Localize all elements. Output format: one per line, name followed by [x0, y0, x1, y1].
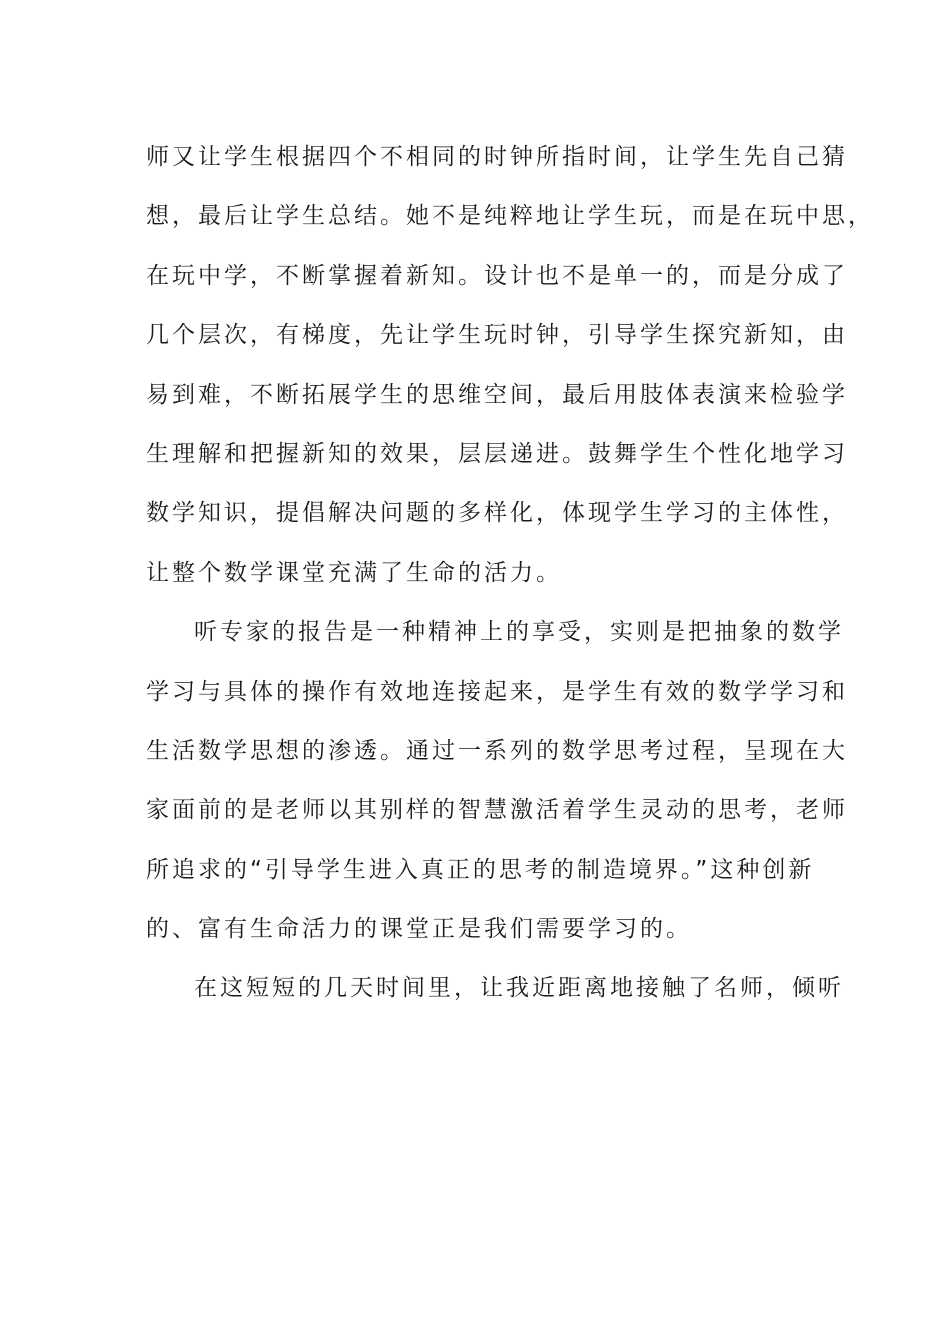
text-line: 师又让学生根据四个不相同的时钟所指时间，让学生先自己猜	[146, 144, 848, 170]
text-line: 在玩中学，不断掌握着新知。设计也不是单一的，而是分成了	[146, 262, 848, 289]
text-line: 所追求的“引导学生进入真正的思考的制造境界。”这种创新	[146, 856, 815, 883]
text-line: 想，最后让学生总结。她不是纯粹地让学生玩，而是在玩中思，	[146, 203, 874, 230]
text-line: 的、富有生命活力的课堂正是我们需要学习的。	[146, 916, 692, 943]
body-text	[146, 128, 874, 1019]
text-line: 学习与具体的操作有效地连接起来，是学生有效的数学学习和	[146, 678, 848, 705]
text-line: 生理解和把握新知的效果，层层递进。鼓舞学生个性化地学习	[146, 440, 848, 467]
text-line: 几个层次，有梯度，先让学生玩时钟，引导学生探究新知，由	[146, 322, 848, 349]
paragraph-start-line: 在这短短的几天时间里，让我近距离地接触了名师，倾听	[194, 975, 844, 1002]
text-line: 生活数学思想的渗透。通过一系列的数学思考过程，呈现在大	[146, 737, 848, 764]
text-line: 易到难，不断拓展学生的思维空间，最后用肢体表演来检验学	[146, 381, 848, 408]
text-line: 让整个数学课堂充满了生命的活力。	[146, 559, 562, 586]
text-line: 数学知识，提倡解决问题的多样化，体现学生学习的主体性，	[146, 500, 848, 527]
text-line: 家面前的是老师以其别样的智慧激活着学生灵动的思考，老师	[146, 797, 848, 824]
paragraph-start-line: 听专家的报告是一种精神上的享受，实则是把抽象的数学	[194, 619, 844, 646]
